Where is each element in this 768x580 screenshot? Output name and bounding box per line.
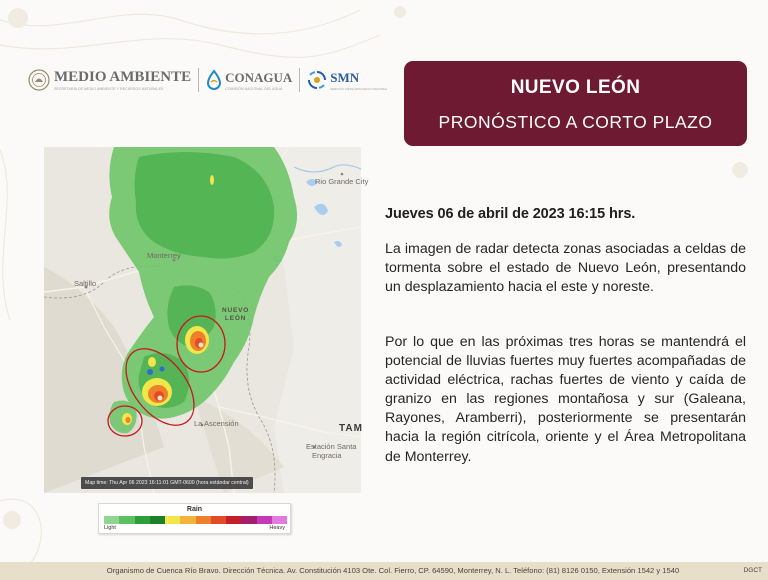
map-timestamp: Map time: Thu Apr 06 2023 16:11:01 GMT-0600 (hora estándar central) — [81, 477, 253, 489]
logo-smn — [307, 70, 387, 91]
logo-smn-name: SMN — [330, 69, 360, 85]
bulletin-date: Jueves 06 de abril de 2023 16:15 hrs. — [385, 206, 636, 222]
logo-smn-subtitle: SERVICIO METEOROLÓGICO NACIONAL — [330, 86, 388, 91]
map-state-line-2: LEÓN — [224, 315, 247, 322]
map-state-label — [222, 307, 249, 323]
rain-legend — [98, 503, 291, 534]
map-label-estacion-santa: Estación Santa — [306, 442, 357, 451]
logo-medio-ambiente-subtitle: SECRETARÍA DE MEDIO AMBIENTE Y RECURSOS NATURALES — [54, 87, 164, 91]
legend-swatch — [272, 516, 287, 524]
legend-swatch — [135, 516, 150, 524]
mexico-seal-icon — [28, 69, 50, 91]
conagua-drop-icon — [206, 70, 222, 90]
map-label-monterrey: Monterrey — [147, 251, 181, 260]
legend-swatch — [211, 516, 226, 524]
map-label-saltillo: Saltillo — [74, 279, 97, 288]
radar-map — [44, 147, 369, 493]
legend-swatch — [226, 516, 241, 524]
page-subtitle: PRONÓSTICO A CORTO PLAZO — [438, 112, 713, 132]
footer-code: DGCT — [743, 567, 762, 574]
map-state-line-1: NUEVO — [222, 307, 250, 314]
legend-light-label: Light — [104, 525, 116, 531]
header-logos — [28, 62, 388, 98]
legend-swatch — [165, 516, 180, 524]
logo-divider — [299, 68, 300, 92]
page-title: NUEVO LEÓN — [510, 77, 641, 98]
map-state-tam: TAM — [339, 423, 363, 434]
logo-conagua-name: CONAGUA — [225, 69, 293, 85]
legend-swatch — [150, 516, 165, 524]
paragraph-forecast: Por lo que en las próximas tres horas se mantendrá el potencial de lluvias fuertes muy fuertes acompañadas de actividad eléctrica, rachas fuertes de viento y caída de granizo en las regiones montañosa y sur (Galeana, Rayones, Aramberri), posteriormente se presentarán hacia la región citrícola, oriente y el Área Metropolitana de Monterrey. — [385, 334, 746, 465]
title-box — [404, 61, 747, 146]
legend-heavy-label: Heavy — [269, 525, 285, 531]
map-label-la-ascension: La Ascensión — [194, 419, 239, 428]
logo-conagua — [206, 70, 292, 91]
map-label-engracia: Engracia — [312, 451, 342, 460]
footer-address: Organismo de Cuenca Río Bravo. Dirección Técnica. Av. Constitución 4103 Ote. Col. Fierro, CP. 64590, Monterrey, N. L. Teléfono: (81) 8126 0150, Extensión 1542 y 1540 — [106, 566, 680, 575]
logo-medio-ambiente — [28, 69, 191, 91]
logo-medio-ambiente-name: MEDIO AMBIENTE — [54, 69, 192, 85]
legend-swatch — [180, 516, 195, 524]
legend-swatch — [257, 516, 272, 524]
legend-title: Rain — [186, 506, 203, 513]
legend-swatch — [104, 516, 119, 524]
legend-swatch — [119, 516, 134, 524]
legend-swatch — [196, 516, 211, 524]
smn-swirl-icon — [307, 70, 327, 90]
map-label-rio-grande: Rio Grande City — [315, 177, 369, 186]
legend-swatch — [241, 516, 256, 524]
logo-conagua-subtitle: COMISIÓN NACIONAL DEL AGUA — [225, 86, 283, 91]
logo-divider — [198, 68, 199, 92]
legend-color-scale — [104, 516, 287, 524]
paragraph-radar-summary: La imagen de radar detecta zonas asociadas a celdas de tormenta sobre el estado de Nuevo León, presentando un desplazamiento hacia el este y noreste. — [385, 241, 746, 296]
